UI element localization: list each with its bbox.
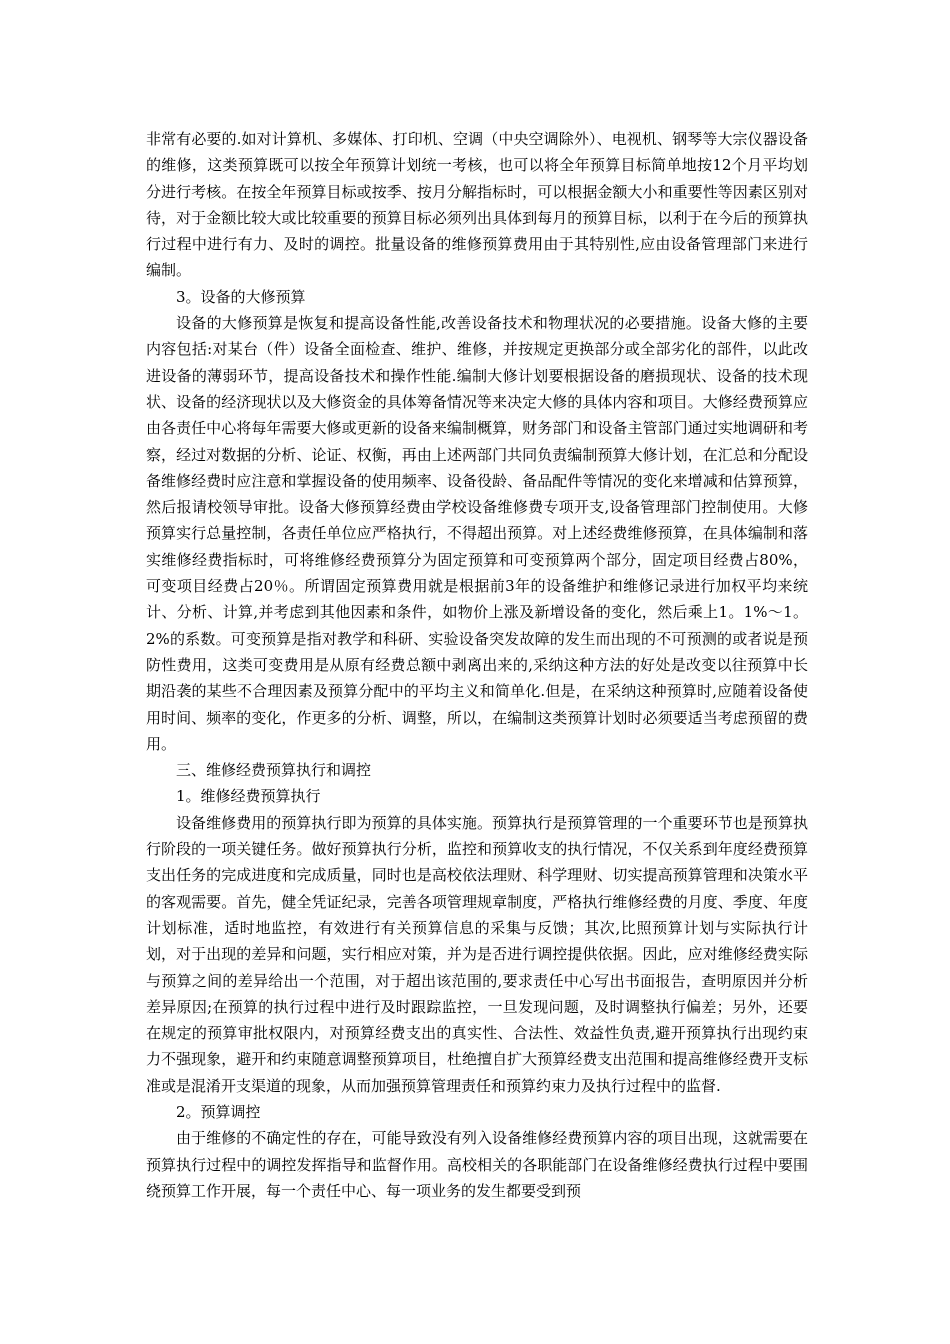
- paragraph-overhaul-budget: 设备的大修预算是恢复和提高设备性能,改善设备技术和物理状况的必要措施。设备大修的主要内容包括:对某台（件）设备全面检查、维护、维修，并按规定更换部分或全部劣化的部件，以此改进设备的薄弱环节，提高设备技术和操作性能.编制大修计划要根据设备的磨损现状、设备的技术现状、设备的经济现状以及大修资金的具体筹备情况等来决定大修的具体内容和项目。大修经费预算应由各责任中心将每年需要大修或更新的设备来编制概算，财务部门和设备主管部门通过实地调研和考察，经过对数据的分析、论证、权衡，再由上述两部门共同负责编制预算大修计划，在汇总和分配设备维修经费时应注意和掌握设备的使用频率、设备役龄、备品配件等情况的变化来增减和估算预算，然后报请校领导审批。设备大修预算经费由学校设备维修费专项开支,设备管理部门控制使用。大修预算实行总量控制，各责任单位应严格执行，不得超出预算。对上述经费维修预算，在具体编制和落实维修经费指标时，可将维修经费预算分为固定预算和可变预算两个部分，固定项目经费占80%，可变项目经费占20％。所谓固定预算费用就是根据前3年的设备维护和维修记录进行加权平均来统计、分析、计算,并考虑到其他因素和条件，如物价上涨及新增设备的变化，然后乘上1。1%～1。2%的系数。可变预算是指对教学和科研、实验设备突发故障的发生而出现的不可预测的或者说是预防性费用，这类可变费用是从原有经费总额中剥离出来的,采纳这种方法的好处是改变以往预算中长期沿袭的某些不合理因素及预算分配中的平均主义和简单化.但是，在采纳这种预算时,应随着设备使用时间、频率的变化，作更多的分析、调整，所以，在编制这类预算计划时必须要适当考虑预留的费用。: [146, 314, 808, 753]
- paragraph-continuation: 非常有必要的.如对计算机、多媒体、打印机、空调（中央空调除外）、电视机、钢琴等大宗仪器设备的维修，这类预算既可以按全年预算计划统一考核，也可以将全年预算目标简单地按12个月平均划分进行考核。在按全年预算目标或按季、按月分解指标时，可以根据金额大小和重要性等因素区别对待，对于金额比较大或比较重要的预算目标必须列出具体到每月的预算目标，以利于在今后的预算执行过程中进行有力、及时的调控。批量设备的维修预算费用由于其特别性,应由设备管理部门来进行编制。: [146, 130, 808, 280]
- subheading-overhaul-budget: 3。设备的大修预算: [176, 287, 306, 306]
- section-heading-execution-control: 三、维修经费预算执行和调控: [176, 761, 372, 780]
- paragraph-budget-execution: 设备维修费用的预算执行即为预算的具体实施。预算执行是预算管理的一个重要环节也是预算执行阶段的一项关键任务。做好预算执行分析，监控和预算收支的执行情况，不仅关系到年度经费预算支出任务的完成进度和完成质量，同时也是高校依法理财、科学理财、切实提高预算管理和决策水平的客观需要。首先，健全凭证纪录，完善各项管理规章制度，严格执行维修经费的月度、季度、年度计划标准，适时地监控，有效进行有关预算信息的采集与反馈；其次,比照预算计划与实际执行计划，对于出现的差异和问题，实行相应对策，并为是否进行调控提供依据。因此，应对维修经费实际与预算之间的差异给出一个范围，对于超出该范围的,要求责任中心写出书面报告，查明原因并分析差异原因;在预算的执行过程中进行及时跟踪监控，一旦发现问题，及时调整执行偏差；另外，还要在规定的预算审批权限内，对预算经费支出的真实性、合法性、效益性负责,避开预算执行出现约束力不强现象，避开和约束随意调整预算项目，杜绝擅自扩大预算经费支出范围和提高维修经费开支标准或是混淆开支渠道的现象，从而加强预算管理责任和预算约束力及执行过程中的监督.: [146, 813, 808, 1095]
- subheading-budget-execution: 1。维修经费预算执行: [176, 787, 321, 806]
- document-page: [146, 126, 808, 1204]
- paragraph-budget-control: 由于维修的不确定性的存在，可能导致没有列入设备维修经费预算内容的项目出现，这就需要在预算执行过程中的调控发挥指导和监督作用。高校相关的各职能部门在设备维修经费执行过程中要围绕预算工作开展，每一个责任中心、每一项业务的发生都要受到预: [146, 1129, 808, 1200]
- subheading-budget-control: 2。预算调控: [176, 1102, 261, 1121]
